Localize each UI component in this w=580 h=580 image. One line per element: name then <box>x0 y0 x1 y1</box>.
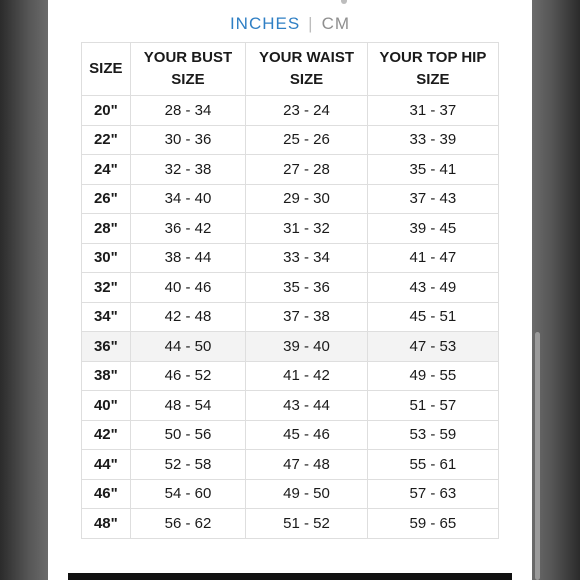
cell-size: 36" <box>82 332 131 362</box>
cell-waist: 47 - 48 <box>246 450 368 480</box>
cell-hip: 53 - 59 <box>367 420 498 450</box>
cell-size: 24" <box>82 155 131 185</box>
cell-hip: 55 - 61 <box>367 450 498 480</box>
cell-bust: 30 - 36 <box>130 125 246 155</box>
cell-size: 22" <box>82 125 131 155</box>
table-row <box>82 361 499 391</box>
cell-hip: 37 - 43 <box>367 184 498 214</box>
cell-size: 30" <box>82 243 131 273</box>
cell-waist: 49 - 50 <box>246 479 368 509</box>
cell-bust: 38 - 44 <box>130 243 246 273</box>
unit-inches-tab[interactable]: INCHES <box>229 14 301 33</box>
table-row <box>82 420 499 450</box>
cell-hip: 41 - 47 <box>367 243 498 273</box>
cell-size: 38" <box>82 361 131 391</box>
cell-bust: 40 - 46 <box>130 273 246 303</box>
cell-hip: 47 - 53 <box>367 332 498 362</box>
cell-hip: 59 - 65 <box>367 509 498 539</box>
table-row <box>82 479 499 509</box>
cell-bust: 44 - 50 <box>130 332 246 362</box>
cell-size: 40" <box>82 391 131 421</box>
cell-waist: 31 - 32 <box>246 214 368 244</box>
header-hip: YOUR TOP HIP SIZE <box>367 43 498 96</box>
cell-bust: 28 - 34 <box>130 96 246 126</box>
cell-hip: 33 - 39 <box>367 125 498 155</box>
cell-waist: 27 - 28 <box>246 155 368 185</box>
table-row <box>82 96 499 126</box>
cell-waist: 37 - 38 <box>246 302 368 332</box>
table-row <box>82 184 499 214</box>
cell-bust: 48 - 54 <box>130 391 246 421</box>
unit-separator: | <box>308 14 314 33</box>
size-chart-table <box>81 42 499 539</box>
cell-hip: 51 - 57 <box>367 391 498 421</box>
cropped-heading-fragment <box>341 0 347 4</box>
cell-bust: 52 - 58 <box>130 450 246 480</box>
cell-waist: 41 - 42 <box>246 361 368 391</box>
cell-bust: 34 - 40 <box>130 184 246 214</box>
cell-waist: 33 - 34 <box>246 243 368 273</box>
cell-hip: 45 - 51 <box>367 302 498 332</box>
table-row <box>82 302 499 332</box>
table-row <box>82 125 499 155</box>
cell-waist: 43 - 44 <box>246 391 368 421</box>
cell-hip: 57 - 63 <box>367 479 498 509</box>
cell-waist: 25 - 26 <box>246 125 368 155</box>
cell-size: 20" <box>82 96 131 126</box>
cell-waist: 45 - 46 <box>246 420 368 450</box>
left-frame <box>0 0 48 580</box>
cell-hip: 49 - 55 <box>367 361 498 391</box>
cell-waist: 29 - 30 <box>246 184 368 214</box>
cell-size: 42" <box>82 420 131 450</box>
table-row <box>82 243 499 273</box>
cell-size: 48" <box>82 509 131 539</box>
scrollbar[interactable] <box>535 332 540 580</box>
cell-size: 26" <box>82 184 131 214</box>
cell-bust: 50 - 56 <box>130 420 246 450</box>
cell-bust: 54 - 60 <box>130 479 246 509</box>
cell-hip: 35 - 41 <box>367 155 498 185</box>
cell-bust: 42 - 48 <box>130 302 246 332</box>
table-row <box>82 155 499 185</box>
cell-bust: 36 - 42 <box>130 214 246 244</box>
table-row <box>82 391 499 421</box>
header-waist: YOUR WAIST SIZE <box>246 43 368 96</box>
header-bust: YOUR BUST SIZE <box>130 43 246 96</box>
table-row <box>82 450 499 480</box>
cell-waist: 51 - 52 <box>246 509 368 539</box>
size-chart-body <box>82 96 499 539</box>
table-row <box>82 509 499 539</box>
table-row <box>82 273 499 303</box>
cell-size: 32" <box>82 273 131 303</box>
bottom-bar <box>68 573 512 580</box>
cell-waist: 23 - 24 <box>246 96 368 126</box>
cell-waist: 39 - 40 <box>246 332 368 362</box>
header-size: SIZE <box>82 43 131 96</box>
cell-hip: 31 - 37 <box>367 96 498 126</box>
cell-waist: 35 - 36 <box>246 273 368 303</box>
table-row <box>82 214 499 244</box>
table-row <box>82 332 499 362</box>
unit-cm-tab[interactable]: CM <box>321 14 351 33</box>
cell-bust: 46 - 52 <box>130 361 246 391</box>
cell-size: 28" <box>82 214 131 244</box>
cell-hip: 43 - 49 <box>367 273 498 303</box>
cell-size: 34" <box>82 302 131 332</box>
cell-size: 44" <box>82 450 131 480</box>
table-header-row <box>82 43 499 96</box>
cell-bust: 56 - 62 <box>130 509 246 539</box>
cell-size: 46" <box>82 479 131 509</box>
unit-toggle <box>48 14 532 34</box>
cell-hip: 39 - 45 <box>367 214 498 244</box>
cell-bust: 32 - 38 <box>130 155 246 185</box>
size-chart-panel <box>48 0 532 580</box>
